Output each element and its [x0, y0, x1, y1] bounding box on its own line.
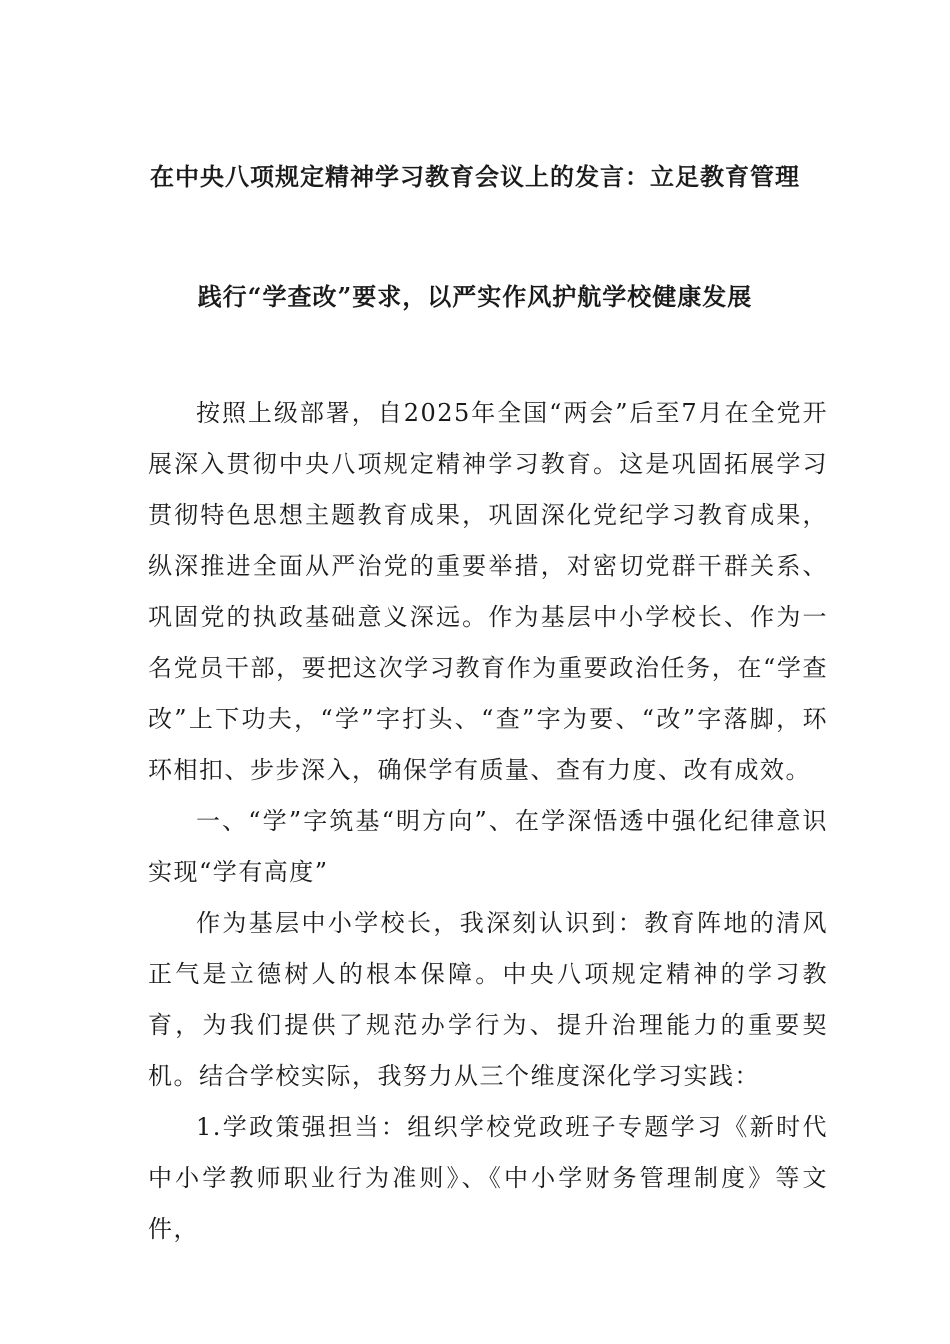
document-title-line-1: 在中央八项规定精神学习教育会议上的发言：立足教育管理 — [150, 162, 800, 191]
document-body — [148, 388, 828, 1255]
list-item-1: 1.学政策强担当：组织学校党政班子专题学习《新时代中小学教师职业行为准则》、《中小学财务管理制度》等文件， — [148, 1113, 828, 1243]
section-paragraph-1: 作为基层中小学校长，我深刻认识到：教育阵地的清风正气是立德树人的根本保障。中央八项规定精神的学习教育，为我们提供了规范办学行为、提升治理能力的重要契机。结合学校实际，我努力从三个维度深化学习实践： — [148, 909, 828, 1090]
document-title-line-2: 践行“学查改”要求，以严实作风护航学校健康发展 — [197, 282, 753, 311]
section-heading-1: 一、“学”字筑基“明方向”、在学深悟透中强化纪律意识实现“学有高度” — [148, 807, 828, 886]
intro-paragraph: 按照上级部署，自2025年全国“两会”后至7月在全党开展深入贯彻中央八项规定精神学习教育。这是巩固拓展学习贯彻特色思想主题教育成果，巩固深化党纪学习教育成果，纵深推进全面从严治党的重要举措，对密切党群干群关系、巩固党的执政基础意义深远。作为基层中小学校长、作为一名党员干部，要把这次学习教育作为重要政治任务，在“学查改”上下功夫，“学”字打头、“查”字为要、“改”字落脚，环环相扣、步步深入，确保学有质量、查有力度、改有成效。 — [148, 399, 828, 784]
